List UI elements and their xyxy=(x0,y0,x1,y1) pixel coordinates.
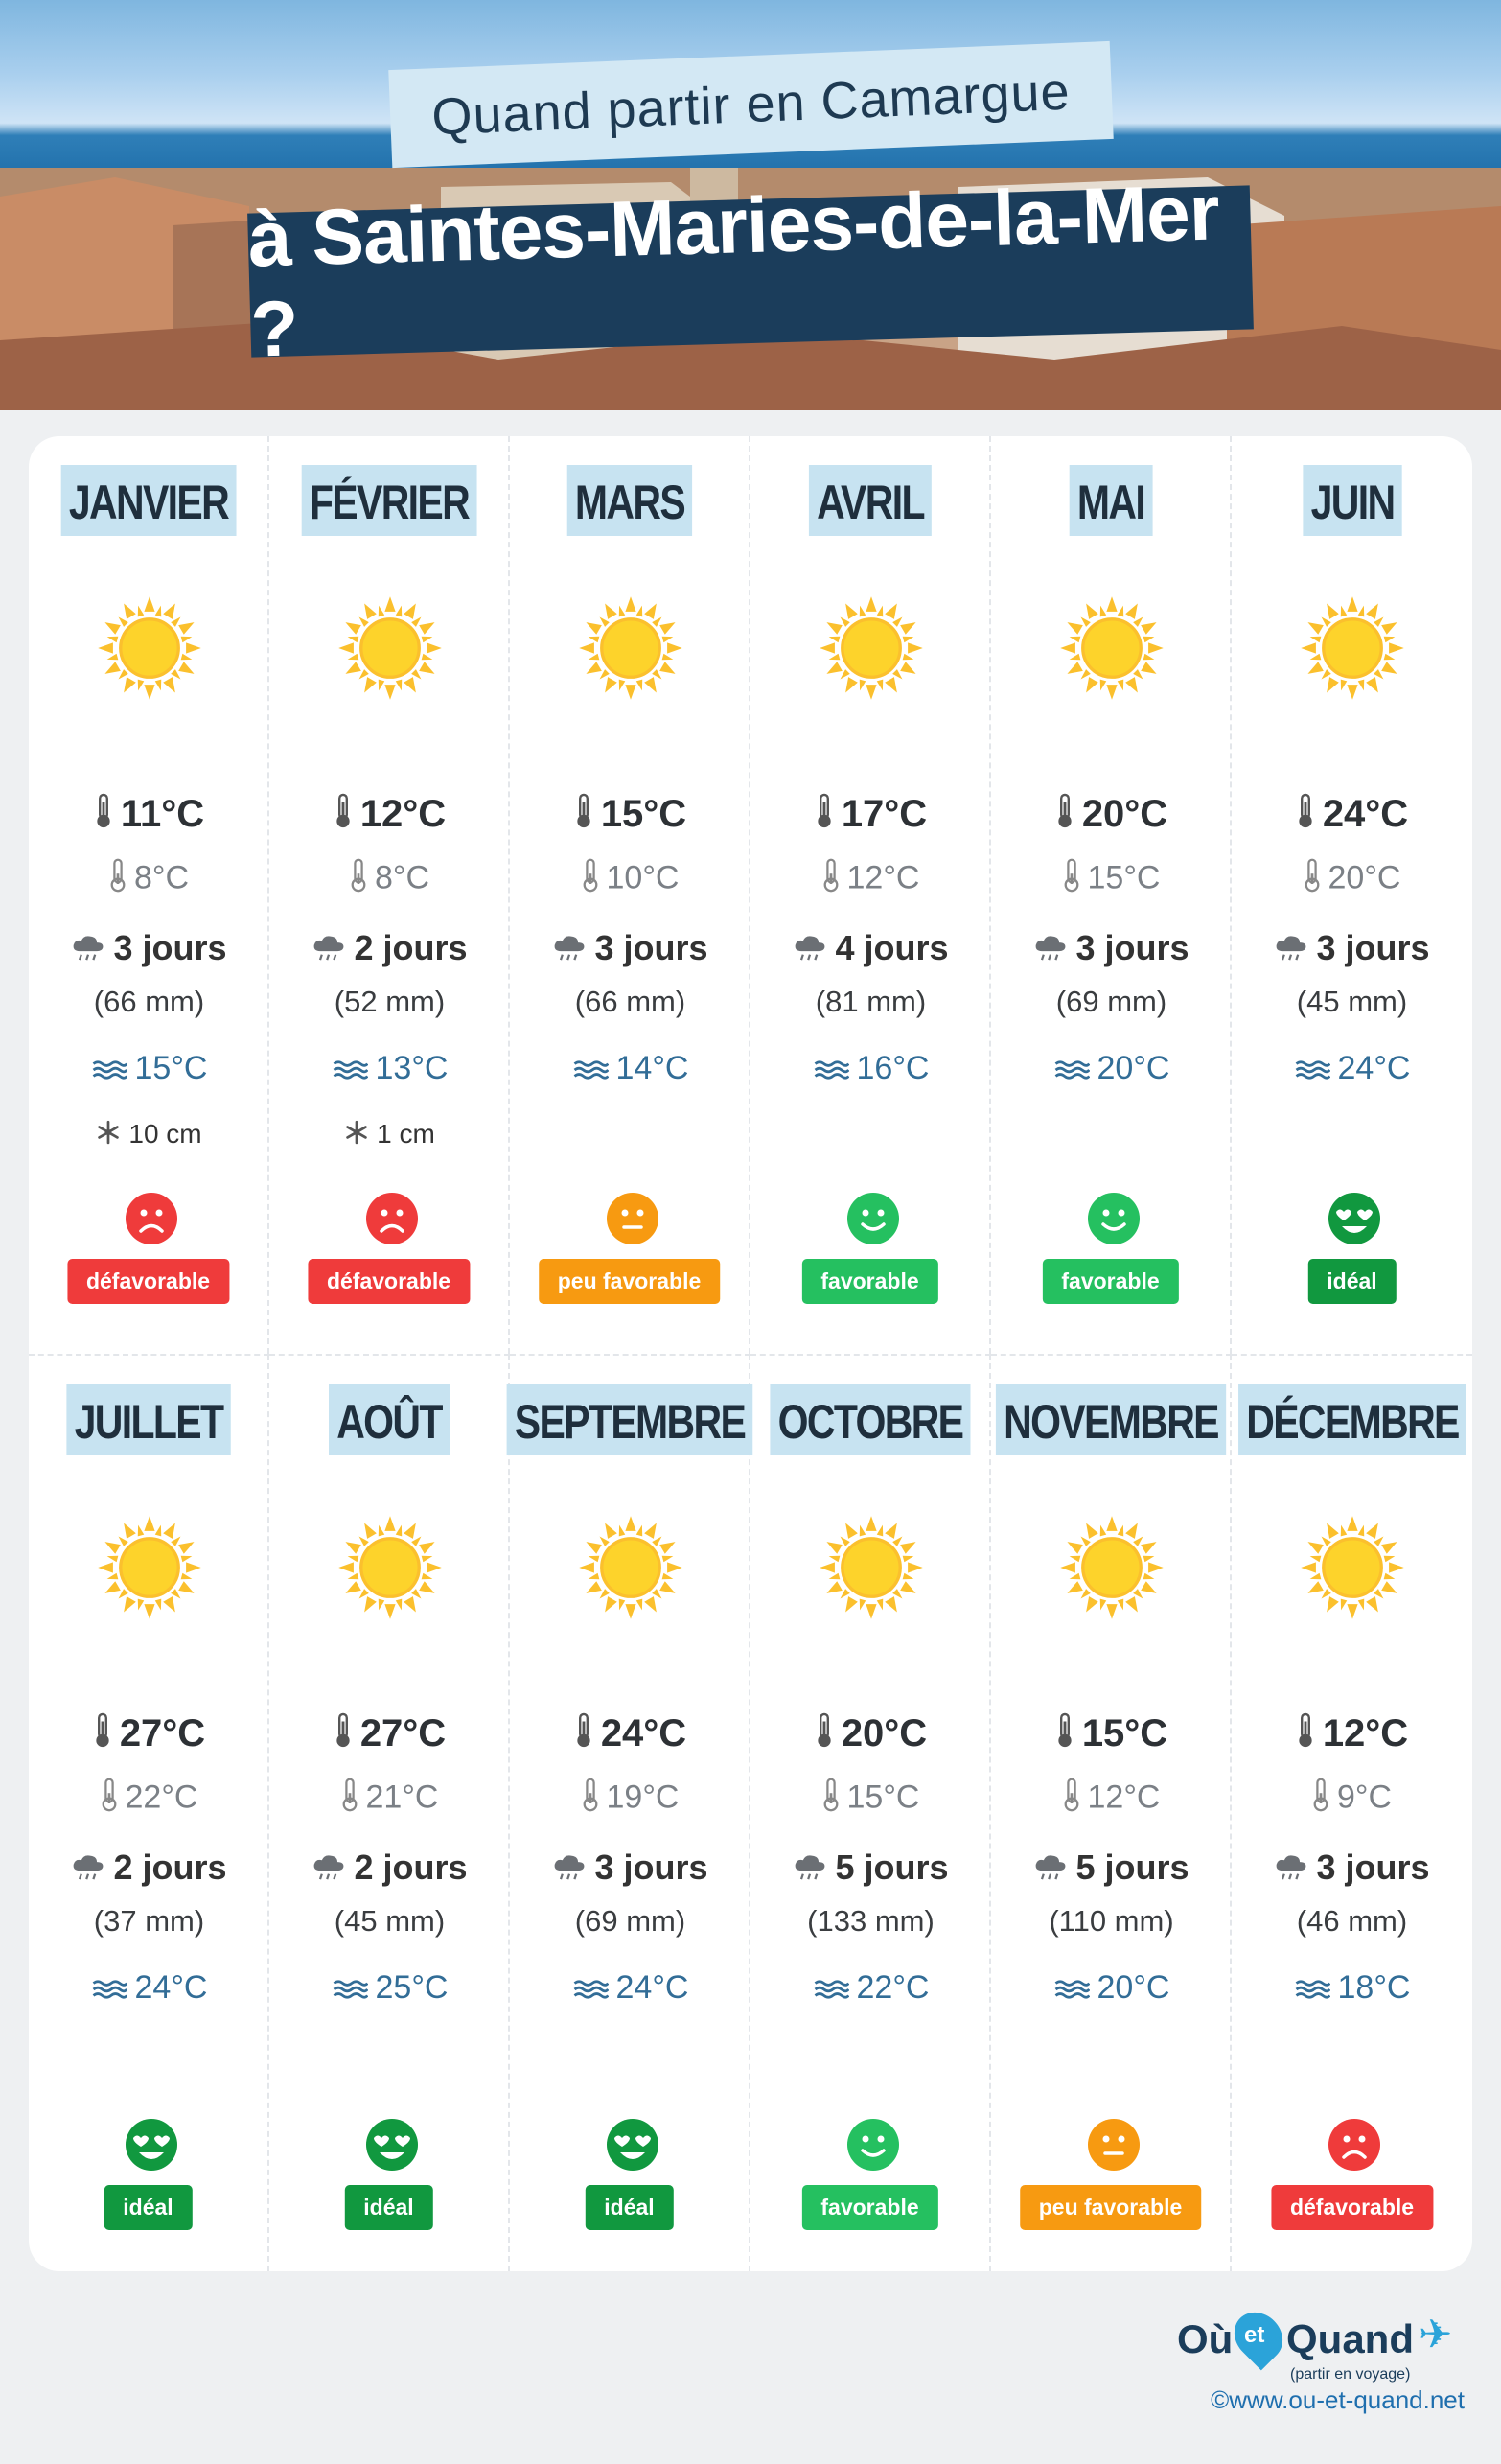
month-column-6 xyxy=(1232,436,1472,1354)
rain-cloud-icon xyxy=(71,1849,105,1890)
love-face-icon xyxy=(125,2118,178,2172)
thermometer-outline-icon xyxy=(822,1778,840,1821)
min-temperature: 15°C xyxy=(991,858,1232,901)
rain-cloud-icon xyxy=(312,1849,346,1890)
rain-days: 3 jours xyxy=(1232,928,1472,970)
rain-amount: (81 mm) xyxy=(815,985,927,1018)
rain-cloud-icon xyxy=(552,1849,587,1890)
month-label: SEPTEMBRE xyxy=(506,1384,752,1455)
month-label: JUILLET xyxy=(66,1384,230,1455)
verdict-badge: idéal xyxy=(585,2185,673,2230)
thermometer-outline-icon xyxy=(582,1778,599,1821)
waves-icon xyxy=(572,1052,609,1089)
thermometer-icon xyxy=(93,1712,112,1758)
logo-tagline: (partir en voyage) xyxy=(1290,2366,1411,2383)
rain-days: 2 jours xyxy=(29,1848,269,1890)
rain-days: 3 jours xyxy=(991,928,1232,970)
rain-cloud-icon xyxy=(793,930,827,970)
thermometer-outline-icon xyxy=(1304,858,1321,901)
thermometer-outline-icon xyxy=(822,858,840,901)
month-label: MARS xyxy=(566,465,692,536)
waves-icon xyxy=(813,1052,849,1089)
waves-icon xyxy=(1294,1052,1330,1089)
sun-icon xyxy=(1058,594,1166,702)
month-label: FÉVRIER xyxy=(301,465,476,536)
sea-temperature: 16°C xyxy=(750,1050,991,1089)
sea-temperature: 24°C xyxy=(510,1969,750,2009)
thermometer-icon xyxy=(1296,793,1315,839)
snowflake-icon xyxy=(344,1120,369,1151)
thermometer-icon xyxy=(574,1712,593,1758)
sun-icon xyxy=(577,1514,684,1621)
rain-amount: (66 mm) xyxy=(93,985,205,1018)
rain-cloud-icon xyxy=(552,930,587,970)
sea-temperature: 24°C xyxy=(1232,1050,1472,1089)
rain-days: 3 jours xyxy=(510,1848,750,1890)
thermometer-outline-icon xyxy=(350,858,367,901)
rain-cloud-icon xyxy=(793,1849,827,1890)
max-temperature: 24°C xyxy=(1232,793,1472,839)
climate-calendar-card xyxy=(29,436,1472,2271)
sun-icon xyxy=(818,594,925,702)
love-face-icon xyxy=(1328,1192,1381,1245)
sun-icon xyxy=(1058,1514,1166,1621)
verdict-badge: favorable xyxy=(801,2185,937,2230)
max-temperature: 17°C xyxy=(750,793,991,839)
rain-amount: (45 mm) xyxy=(1296,985,1408,1018)
rain-days: 4 jours xyxy=(750,928,991,970)
smile-face-icon xyxy=(846,2118,900,2172)
rain-cloud-icon xyxy=(1033,1849,1068,1890)
rain-days: 3 jours xyxy=(510,928,750,970)
waves-icon xyxy=(1053,1971,1090,2009)
waves-icon xyxy=(91,1971,127,2009)
rain-cloud-icon xyxy=(1033,930,1068,970)
sea-temperature: 20°C xyxy=(991,1969,1232,2009)
page-title: à Saintes-Maries-de-la-Mer ? xyxy=(247,185,1254,357)
sea-temperature: 22°C xyxy=(750,1969,991,2009)
month-column-7 xyxy=(29,1354,269,2271)
sea-temperature: 25°C xyxy=(269,1969,510,2009)
max-temperature: 20°C xyxy=(750,1712,991,1758)
neutral-face-icon xyxy=(606,1192,659,1245)
month-label: MAI xyxy=(1069,465,1152,536)
rain-amount: (69 mm) xyxy=(574,1904,686,1938)
thermometer-outline-icon xyxy=(1312,1778,1329,1821)
thermometer-icon xyxy=(815,793,834,839)
neutral-face-icon xyxy=(1087,2118,1141,2172)
sun-icon xyxy=(336,1514,444,1621)
max-temperature: 27°C xyxy=(269,1712,510,1758)
rain-amount: (52 mm) xyxy=(334,985,446,1018)
max-temperature: 27°C xyxy=(29,1712,269,1758)
min-temperature: 9°C xyxy=(1232,1778,1472,1821)
sea-temperature: 20°C xyxy=(991,1050,1232,1089)
month-column-11 xyxy=(991,1354,1232,2271)
month-column-3 xyxy=(510,436,750,1354)
verdict-badge: idéal xyxy=(1307,1259,1396,1304)
snowflake-icon xyxy=(96,1120,121,1151)
rain-amount: (110 mm) xyxy=(1049,1904,1174,1938)
love-face-icon xyxy=(606,2118,659,2172)
waves-icon xyxy=(91,1052,127,1089)
sea-temperature: 15°C xyxy=(29,1050,269,1089)
thermometer-outline-icon xyxy=(109,858,127,901)
verdict-badge: peu favorable xyxy=(539,1259,721,1304)
min-temperature: 15°C xyxy=(750,1778,991,1821)
min-temperature: 19°C xyxy=(510,1778,750,1821)
month-label: NOVEMBRE xyxy=(995,1384,1225,1455)
logo-word-et: et xyxy=(1244,2322,1265,2348)
month-column-10 xyxy=(750,1354,991,2271)
waves-icon xyxy=(813,1971,849,2009)
waves-icon xyxy=(332,1971,368,2009)
min-temperature: 12°C xyxy=(991,1778,1232,1821)
thermometer-icon xyxy=(1055,793,1074,839)
min-temperature: 12°C xyxy=(750,858,991,901)
min-temperature: 8°C xyxy=(269,858,510,901)
sun-icon xyxy=(96,1514,203,1621)
logo-word-ou: Où xyxy=(1177,2316,1234,2361)
rain-amount: (66 mm) xyxy=(574,985,686,1018)
waves-icon xyxy=(1294,1971,1330,2009)
thermometer-outline-icon xyxy=(1063,1778,1080,1821)
sea-temperature: 14°C xyxy=(510,1050,750,1089)
max-temperature: 12°C xyxy=(1232,1712,1472,1758)
thermometer-icon xyxy=(334,793,353,839)
smile-face-icon xyxy=(846,1192,900,1245)
smile-face-icon xyxy=(1087,1192,1141,1245)
month-column-1 xyxy=(29,436,269,1354)
verdict-badge: favorable xyxy=(801,1259,937,1304)
sea-temperature: 18°C xyxy=(1232,1969,1472,2009)
max-temperature: 15°C xyxy=(510,793,750,839)
rain-days: 3 jours xyxy=(1232,1848,1472,1890)
verdict-badge: idéal xyxy=(104,2185,192,2230)
love-face-icon xyxy=(365,2118,419,2172)
rain-amount: (37 mm) xyxy=(93,1904,205,1938)
month-label: AOÛT xyxy=(329,1384,450,1455)
waves-icon xyxy=(1053,1052,1090,1089)
thermometer-outline-icon xyxy=(582,858,599,901)
sun-icon xyxy=(577,594,684,702)
snow-depth: 10 cm xyxy=(29,1119,269,1151)
verdict-badge: peu favorable xyxy=(1020,2185,1202,2230)
rain-days: 2 jours xyxy=(269,928,510,970)
month-column-2 xyxy=(269,436,510,1354)
rain-cloud-icon xyxy=(312,930,346,970)
month-label: JUIN xyxy=(1303,465,1401,536)
max-temperature: 11°C xyxy=(29,793,269,839)
snow-depth: 1 cm xyxy=(269,1119,510,1151)
min-temperature: 21°C xyxy=(269,1778,510,1821)
month-column-5 xyxy=(991,436,1232,1354)
rain-days: 5 jours xyxy=(991,1848,1232,1890)
sun-icon xyxy=(336,594,444,702)
copyright-link[interactable]: ©www.ou-et-quand.net xyxy=(1211,2385,1465,2414)
sad-face-icon xyxy=(125,1192,178,1245)
max-temperature: 15°C xyxy=(991,1712,1232,1758)
thermometer-icon xyxy=(574,793,593,839)
max-temperature: 12°C xyxy=(269,793,510,839)
verdict-badge: défavorable xyxy=(1271,2185,1433,2230)
rain-cloud-icon xyxy=(1274,930,1308,970)
month-column-8 xyxy=(269,1354,510,2271)
sea-temperature: 13°C xyxy=(269,1050,510,1089)
waves-icon xyxy=(572,1971,609,2009)
thermometer-icon xyxy=(334,1712,353,1758)
thermometer-outline-icon xyxy=(101,1778,118,1821)
thermometer-icon xyxy=(94,793,113,839)
min-temperature: 20°C xyxy=(1232,858,1472,901)
sun-icon xyxy=(96,594,203,702)
rain-amount: (46 mm) xyxy=(1296,1904,1408,1938)
ou-et-quand-logo xyxy=(1177,2311,1465,2383)
sun-icon xyxy=(818,1514,925,1621)
min-temperature: 8°C xyxy=(29,858,269,901)
thermometer-icon xyxy=(1296,1712,1315,1758)
rain-cloud-icon xyxy=(71,930,105,970)
waves-icon xyxy=(332,1052,368,1089)
airplane-icon: ✈ xyxy=(1419,2312,1453,2357)
month-column-12 xyxy=(1232,1354,1472,2271)
thermometer-outline-icon xyxy=(1063,858,1080,901)
rain-days: 5 jours xyxy=(750,1848,991,1890)
month-grid xyxy=(29,436,1472,2271)
rain-cloud-icon xyxy=(1274,1849,1308,1890)
thermometer-outline-icon xyxy=(341,1778,358,1821)
month-column-4 xyxy=(750,436,991,1354)
month-label: OCTOBRE xyxy=(770,1384,970,1455)
thermometer-icon xyxy=(815,1712,834,1758)
rain-days: 3 jours xyxy=(29,928,269,970)
verdict-badge: favorable xyxy=(1042,1259,1178,1304)
min-temperature: 10°C xyxy=(510,858,750,901)
sad-face-icon xyxy=(365,1192,419,1245)
rain-days: 2 jours xyxy=(269,1848,510,1890)
sun-icon xyxy=(1299,1514,1406,1621)
rain-amount: (133 mm) xyxy=(807,1904,935,1938)
thermometer-icon xyxy=(1055,1712,1074,1758)
sea-temperature: 24°C xyxy=(29,1969,269,2009)
logo-word-quand: Quand xyxy=(1286,2316,1414,2361)
verdict-badge: défavorable xyxy=(308,1259,470,1304)
month-column-9 xyxy=(510,1354,750,2271)
min-temperature: 22°C xyxy=(29,1778,269,1821)
max-temperature: 20°C xyxy=(991,793,1232,839)
sad-face-icon xyxy=(1328,2118,1381,2172)
rain-amount: (45 mm) xyxy=(334,1904,446,1938)
verdict-badge: idéal xyxy=(344,2185,432,2230)
max-temperature: 24°C xyxy=(510,1712,750,1758)
month-label: AVRIL xyxy=(808,465,931,536)
verdict-badge: défavorable xyxy=(67,1259,229,1304)
page-subtitle: Quand partir en Camargue xyxy=(388,41,1113,168)
sun-icon xyxy=(1299,594,1406,702)
rain-amount: (69 mm) xyxy=(1055,985,1167,1018)
header-photo xyxy=(0,0,1501,410)
month-label: JANVIER xyxy=(60,465,236,536)
month-label: DÉCEMBRE xyxy=(1238,1384,1466,1455)
